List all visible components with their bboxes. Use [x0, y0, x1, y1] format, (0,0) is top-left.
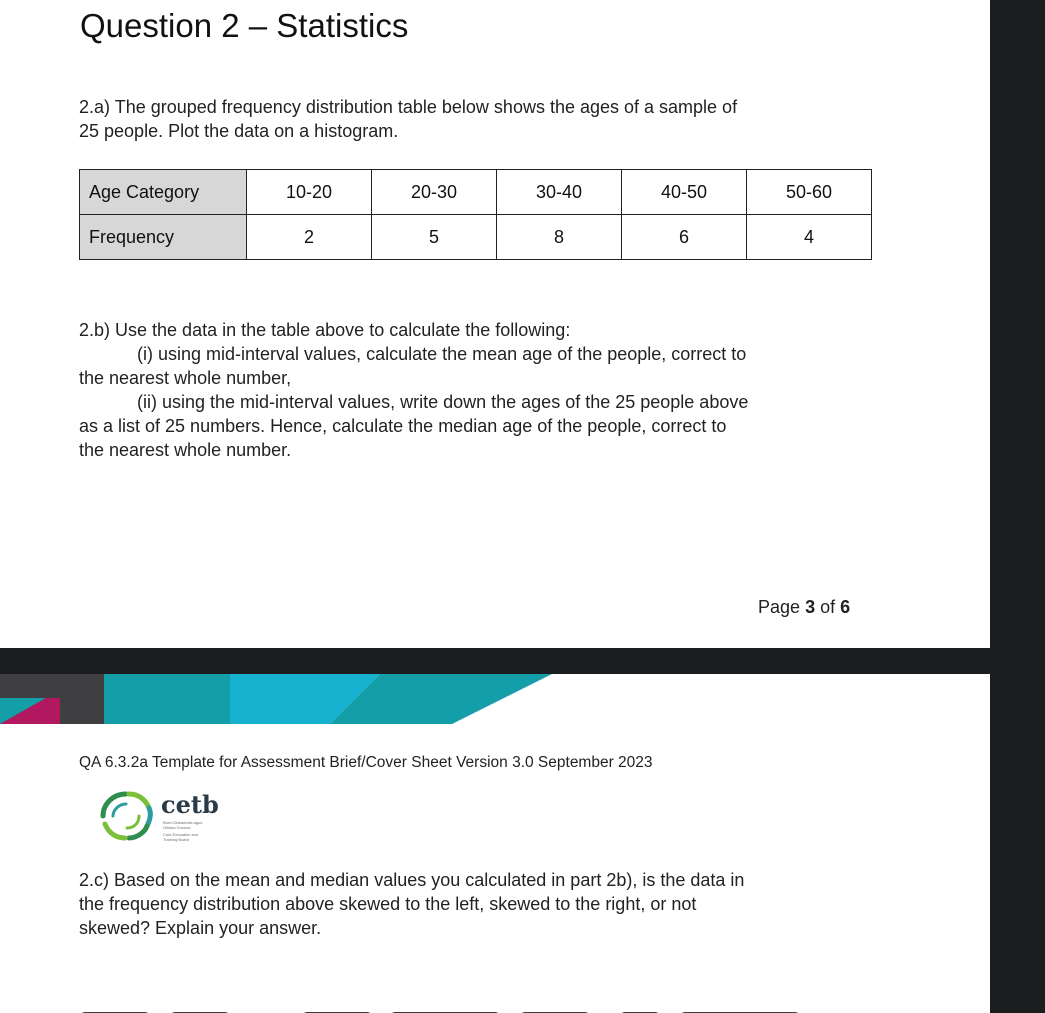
frequency-cell: 2	[247, 215, 372, 260]
age-category-cell: 30-40	[497, 170, 622, 215]
banner-teal-block	[104, 674, 230, 724]
part-b-ii-line-1: (ii) using the mid-interval values, write down the ages of the 25 people above	[137, 392, 749, 412]
template-footer-text: QA 6.3.2a Template for Assessment Brief/Cover Sheet Version 3.0 September 2023	[79, 754, 653, 771]
header-banner-graphic	[0, 674, 990, 724]
row-label-frequency: Frequency	[80, 215, 247, 260]
logo-wordmark: cetb	[161, 790, 219, 819]
cut-off-heading-fragment	[80, 1002, 840, 1013]
logo-tagline-1: Bord Oideachais agus	[163, 820, 203, 825]
age-category-cell: 20-30	[372, 170, 497, 215]
page-gap-divider	[0, 648, 990, 674]
logo-tagline-2: Oiliúna Chorcaí	[163, 825, 191, 830]
part-a-text	[79, 95, 737, 143]
part-a-line-2: 25 people. Plot the data on a histogram.	[79, 121, 399, 141]
age-category-cell: 10-20	[247, 170, 372, 215]
page-number	[758, 597, 850, 618]
age-category-cell: 40-50	[622, 170, 747, 215]
part-b-ii-line-2: as a list of 25 numbers. Hence, calculate the median age of the people, correct to	[79, 416, 727, 436]
document-page-4	[0, 674, 990, 1013]
logo-tagline-3: Cork Education and	[163, 832, 199, 837]
page-number-prefix: Page	[758, 597, 801, 617]
frequency-cell: 8	[497, 215, 622, 260]
frequency-table	[79, 169, 872, 260]
viewer-right-edge	[990, 0, 1045, 1013]
question-title: Question 2 – Statistics	[80, 7, 409, 44]
table-row-frequency	[80, 215, 872, 260]
frequency-cell: 6	[622, 215, 747, 260]
part-c-text	[79, 868, 744, 940]
part-a-line-1: 2.a) The grouped frequency distribution table below shows the ages of a sample of	[79, 97, 738, 117]
cetb-logo	[95, 786, 235, 844]
table-row-age-category	[80, 170, 872, 215]
frequency-cell: 5	[372, 215, 497, 260]
part-c-line-1: 2.c) Based on the mean and median values you calculated in part 2b), is the data in	[79, 870, 745, 890]
frequency-cell: 4	[747, 215, 872, 260]
logo-tagline-4: Training Board	[163, 837, 190, 842]
part-b-ii-line-3: the nearest whole number.	[79, 440, 292, 460]
page-number-current: 3	[805, 597, 816, 617]
page-number-total: 6	[840, 597, 851, 617]
row-label-age-category: Age Category	[80, 170, 247, 215]
part-b-intro: 2.b) Use the data in the table above to calculate the following:	[79, 320, 571, 340]
part-c-line-2: the frequency distribution above skewed to the left, skewed to the right, or not	[79, 894, 697, 914]
age-category-cell: 50-60	[747, 170, 872, 215]
cetb-swirl-icon	[95, 786, 157, 844]
part-b-i-line-2: the nearest whole number,	[79, 368, 292, 388]
part-b-i-line-1: (i) using mid-interval values, calculate the mean age of the people, correct to	[137, 344, 747, 364]
part-c-line-3: skewed? Explain your answer.	[79, 918, 322, 938]
page-number-of: of	[820, 597, 836, 617]
part-b-text	[79, 318, 748, 462]
